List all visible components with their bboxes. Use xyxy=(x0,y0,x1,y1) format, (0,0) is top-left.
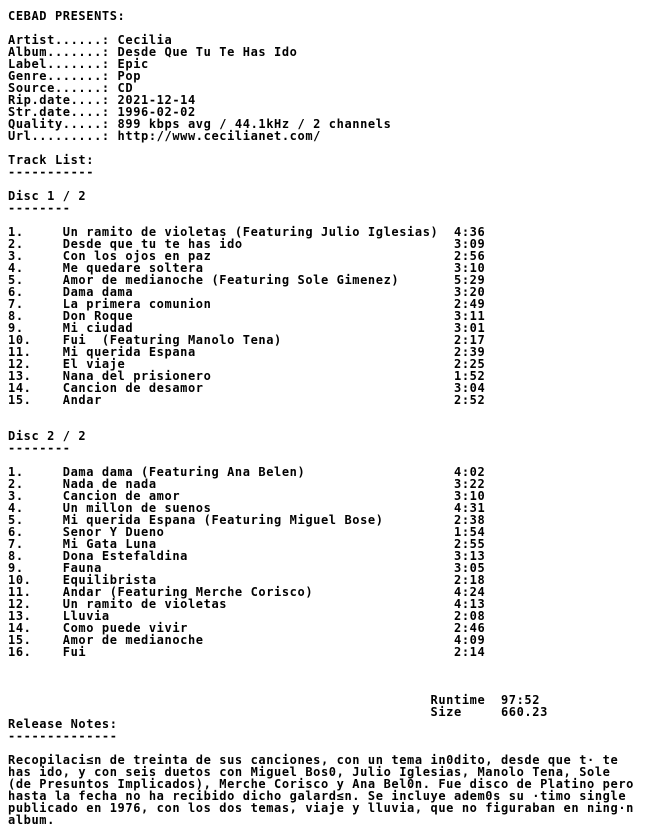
text-line: Release Notes: xyxy=(8,717,118,731)
text-line: Url.........: http://www.cecilianet.com/ xyxy=(8,129,321,143)
text-line: Genre.......: Pop xyxy=(8,69,142,83)
text-line: 12. El viaje 2:25 xyxy=(8,357,486,371)
text-line: 2. Nada de nada 3:22 xyxy=(8,477,486,491)
text-line: 1. Dama dama (Featuring Ana Belen) 4:02 xyxy=(8,465,486,479)
text-line: 10. Equilibrista 2:18 xyxy=(8,573,486,587)
text-line: Track List: xyxy=(8,153,95,167)
text-line: Quality.....: 899 kbps avg / 44.1kHz / 2 channels xyxy=(8,117,392,131)
text-line: 8. Dona Estefaldina 3:13 xyxy=(8,549,486,563)
text-line: hasta la fecha no ha recibido dicho galard≤n. Se incluye adem0s su ·timo single xyxy=(8,789,627,803)
text-line: -------- xyxy=(8,441,71,455)
text-line: ----------- xyxy=(8,165,95,179)
text-line: CEBAD PRESENTS: xyxy=(8,9,126,23)
text-line: 10. Fui (Featuring Manolo Tena) 2:17 xyxy=(8,333,486,347)
text-line: 7. La primera comunion 2:49 xyxy=(8,297,486,311)
text-line: 16. Fui 2:14 xyxy=(8,645,486,659)
text-line: Rip.date....: 2021-12-14 xyxy=(8,93,196,107)
text-line: 12. Un ramito de violetas 4:13 xyxy=(8,597,486,611)
text-line: Recopilaci≤n de treinta de sus canciones, con un tema in0dito, desde que t· te xyxy=(8,753,619,767)
text-line: 15. Andar 2:52 xyxy=(8,393,486,407)
text-line: 4. Me quedare soltera 3:10 xyxy=(8,261,486,275)
text-line: 14. Como puede vivir 2:46 xyxy=(8,621,486,635)
text-line: Artist......: Cecilia xyxy=(8,33,173,47)
text-line: 13. Nana del prisionero 1:52 xyxy=(8,369,486,383)
text-line: 15. Amor de medianoche 4:09 xyxy=(8,633,486,647)
text-line: 9. Fauna 3:05 xyxy=(8,561,486,575)
text-line: Source......: CD xyxy=(8,81,134,95)
text-line: 1. Un ramito de violetas (Featuring Julio Iglesias) 4:36 xyxy=(8,225,486,239)
text-line: Disc 2 / 2 xyxy=(8,429,87,443)
text-line: 14. Cancion de desamor 3:04 xyxy=(8,381,486,395)
text-line: 6. Dama dama 3:20 xyxy=(8,285,486,299)
text-line: -------- xyxy=(8,201,71,215)
text-line: 11. Andar (Featuring Merche Corisco) 4:24 xyxy=(8,585,486,599)
text-line: Label.......: Epic xyxy=(8,57,149,71)
text-line: 9. Mi ciudad 3:01 xyxy=(8,321,486,335)
text-line: album. xyxy=(8,813,55,827)
text-line: 3. Cancion de amor 3:10 xyxy=(8,489,486,503)
text-line: 5. Mi querida Espana (Featuring Miguel Bose) 2:38 xyxy=(8,513,486,527)
text-line: 6. Senor Y Dueno 1:54 xyxy=(8,525,486,539)
text-line: 2. Desde que tu te has ido 3:09 xyxy=(8,237,486,251)
text-line: has ido, y con seis duetos con Miguel Bos0, Julio Iglesias, Manolo Tena, Sole xyxy=(8,765,611,779)
nfo-text-block xyxy=(8,10,634,826)
text-line: 8. Don Roque 3:11 xyxy=(8,309,486,323)
text-line: 7. Mi Gata Luna 2:55 xyxy=(8,537,486,551)
text-line: 4. Un millon de suenos 4:31 xyxy=(8,501,486,515)
text-line: Album.......: Desde Que Tu Te Has Ido xyxy=(8,45,298,59)
text-line: Disc 1 / 2 xyxy=(8,189,87,203)
text-line: 11. Mi querida Espana 2:39 xyxy=(8,345,486,359)
text-line: 5. Amor de medianoche (Featuring Sole Gimenez) 5:29 xyxy=(8,273,486,287)
text-line: Str.date....: 1996-02-02 xyxy=(8,105,196,119)
text-line: 13. Lluvia 2:08 xyxy=(8,609,486,623)
text-line: 3. Con los ojos en paz 2:56 xyxy=(8,249,486,263)
text-line: (de Presuntos Implicados), Merche Corisco y Ana Bel0n. Fue disco de Platino pero xyxy=(8,777,634,791)
text-line: Runtime 97:52 xyxy=(8,693,541,707)
text-line: publicado en 1976, con los dos temas, viaje y lluvia, que no figuraban en ning·n xyxy=(8,801,634,815)
text-line: -------------- xyxy=(8,729,118,743)
text-line: Size 660.23 xyxy=(8,705,548,719)
